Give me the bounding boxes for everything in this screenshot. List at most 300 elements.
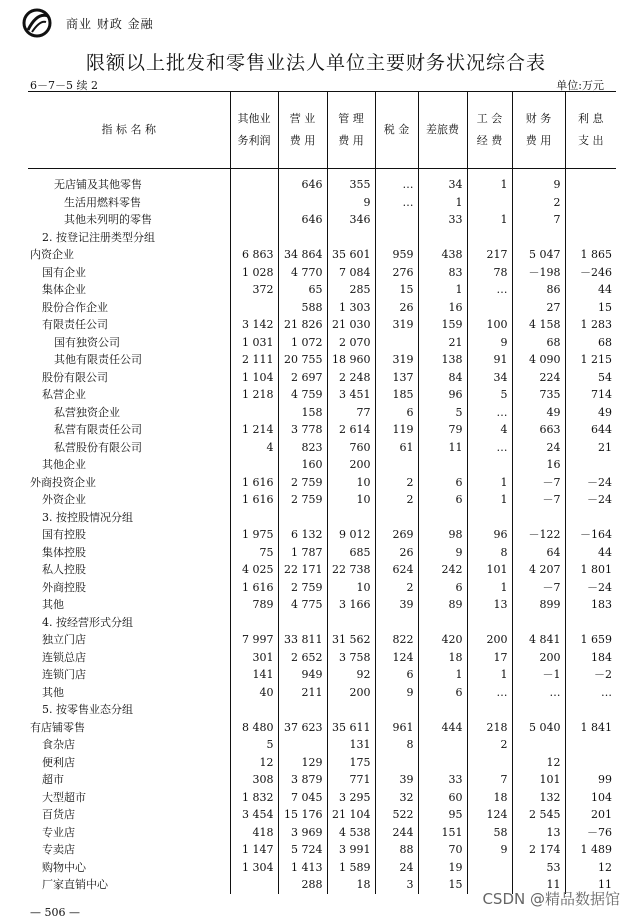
table-cell: 2 xyxy=(375,491,418,509)
column-header-line: 指 标 名 称 xyxy=(101,123,156,136)
table-cell: 6 863 xyxy=(230,246,278,264)
table-cell: 33 811 xyxy=(278,631,327,649)
table-cell: 96 xyxy=(418,386,467,404)
table-cell xyxy=(230,211,278,229)
table-cell: 319 xyxy=(375,351,418,369)
row-label: 超市 xyxy=(42,773,64,786)
table-row xyxy=(28,211,616,229)
row-label: 有店铺零售 xyxy=(30,720,85,734)
table-cell: 18 960 xyxy=(327,351,375,369)
table-cell xyxy=(230,299,278,317)
table-cell: 7 997 xyxy=(230,631,278,649)
table-cell: 646 xyxy=(278,169,327,194)
table-cell: 1 xyxy=(467,474,512,492)
table-cell: 70 xyxy=(418,841,467,859)
table-cell: … xyxy=(512,684,565,702)
table-cell xyxy=(418,509,467,527)
row-label: 连锁总店 xyxy=(42,650,86,664)
row-label: 其他企业 xyxy=(42,458,86,471)
table-cell xyxy=(565,456,616,474)
table-cell: … xyxy=(467,404,512,422)
table-cell: 2 759 xyxy=(278,474,327,492)
table-cell: 438 xyxy=(418,246,467,264)
table-cell: 86 xyxy=(512,281,565,299)
table-cell: 6 xyxy=(418,474,467,492)
table-row xyxy=(28,169,616,194)
table-cell: 10 xyxy=(327,491,375,509)
table-cell: 175 xyxy=(327,754,375,772)
table-cell xyxy=(467,614,512,632)
table-cell: 64 xyxy=(512,544,565,562)
table-cell: 1 303 xyxy=(327,299,375,317)
table-body xyxy=(28,169,616,894)
table-cell: 17 xyxy=(467,649,512,667)
table-cell: 184 xyxy=(565,649,616,667)
table-cell: 1 218 xyxy=(230,386,278,404)
table-cell: 1 xyxy=(418,194,467,212)
table-cell: －7 xyxy=(512,474,565,492)
financial-table xyxy=(28,91,616,894)
table-cell: 319 xyxy=(375,316,418,334)
column-header-line: 管 理 xyxy=(338,112,364,125)
table-cell: 4 158 xyxy=(512,316,565,334)
row-label: 私人控股 xyxy=(42,563,86,576)
table-cell: 1 147 xyxy=(230,841,278,859)
column-header xyxy=(327,92,375,169)
table-cell: 12 xyxy=(565,859,616,877)
table-cell: 4 538 xyxy=(327,824,375,842)
table-row xyxy=(28,281,616,299)
table-cell: 301 xyxy=(230,649,278,667)
table-row xyxy=(28,806,616,824)
table-row xyxy=(28,404,616,422)
table-cell: 1 589 xyxy=(327,859,375,877)
column-header xyxy=(230,92,278,169)
table-cell: 20 755 xyxy=(278,351,327,369)
table-cell: 4 090 xyxy=(512,351,565,369)
table-cell: 899 xyxy=(512,596,565,614)
table-cell: 15 176 xyxy=(278,806,327,824)
watermark: CSDN @精品数据馆 xyxy=(482,890,620,908)
table-row xyxy=(28,649,616,667)
table-cell xyxy=(512,229,565,247)
table-row xyxy=(28,194,616,212)
table-cell: 2 174 xyxy=(512,841,565,859)
table-cell: 5 724 xyxy=(278,841,327,859)
table-cell: 137 xyxy=(375,369,418,387)
table-cell: 95 xyxy=(418,806,467,824)
table-cell: 35 611 xyxy=(327,719,375,737)
column-header xyxy=(565,92,616,169)
table-cell: 3 879 xyxy=(278,771,327,789)
table-cell: 276 xyxy=(375,264,418,282)
table-cell: 33 xyxy=(418,211,467,229)
table-cell: 6 xyxy=(418,579,467,597)
table-cell: 2 759 xyxy=(278,491,327,509)
row-label: 无店铺及其他零售 xyxy=(54,178,142,191)
table-cell: 35 601 xyxy=(327,246,375,264)
table-cell: －76 xyxy=(565,824,616,842)
table-cell: 8 xyxy=(467,544,512,562)
publication-logo-icon xyxy=(22,8,52,38)
table-cell: 18 xyxy=(327,876,375,894)
table-cell: 2 652 xyxy=(278,649,327,667)
table-cell: 26 xyxy=(375,544,418,562)
table-cell: 124 xyxy=(467,806,512,824)
page-header xyxy=(0,0,632,44)
table-number: 6－7－5 续 2 xyxy=(30,79,98,92)
table-cell: 132 xyxy=(512,789,565,807)
table-cell xyxy=(418,229,467,247)
column-header-line: 财 务 xyxy=(525,112,552,125)
table-cell: 372 xyxy=(230,281,278,299)
table-cell: －198 xyxy=(512,264,565,282)
row-label: 外商投资企业 xyxy=(30,475,96,489)
table-cell: 2 xyxy=(375,579,418,597)
row-label: 私营企业 xyxy=(42,388,86,401)
table-cell: －122 xyxy=(512,526,565,544)
table-row xyxy=(28,474,616,492)
table-row xyxy=(28,561,616,579)
table-row xyxy=(28,771,616,789)
table-cell: 49 xyxy=(565,404,616,422)
table-cell xyxy=(278,194,327,212)
table-cell: 1 xyxy=(467,579,512,597)
table-cell: 2 545 xyxy=(512,806,565,824)
table-cell: 9 xyxy=(418,544,467,562)
table-cell: 2 070 xyxy=(327,334,375,352)
table-cell: 4 759 xyxy=(278,386,327,404)
row-label: 其他有限责任公司 xyxy=(54,353,142,366)
table-cell: 4 841 xyxy=(512,631,565,649)
unit-label: 单位:万元 xyxy=(556,79,604,92)
table-cell: 735 xyxy=(512,386,565,404)
table-row xyxy=(28,229,616,247)
row-label: 集体控股 xyxy=(42,545,86,559)
table-row xyxy=(28,736,616,754)
table-row xyxy=(28,701,616,719)
table-cell xyxy=(512,509,565,527)
row-label: 其他 xyxy=(42,598,64,611)
table-row xyxy=(28,666,616,684)
table-header-row xyxy=(28,92,616,169)
table-row xyxy=(28,369,616,387)
table-cell xyxy=(418,754,467,772)
table-cell: 68 xyxy=(512,334,565,352)
table-cell xyxy=(327,701,375,719)
table-cell: 211 xyxy=(278,684,327,702)
section-label: 商业 财政 金融 xyxy=(66,17,154,31)
table-cell xyxy=(278,614,327,632)
table-cell: 2 759 xyxy=(278,579,327,597)
table-cell: 1 104 xyxy=(230,369,278,387)
table-cell: 21 xyxy=(565,439,616,457)
table-cell xyxy=(418,456,467,474)
table-cell xyxy=(230,229,278,247)
table-cell: 99 xyxy=(565,771,616,789)
table-cell: 6 xyxy=(375,404,418,422)
column-header-line: 经 费 xyxy=(476,134,503,147)
table-row xyxy=(28,579,616,597)
table-cell: 5 xyxy=(467,386,512,404)
table-cell: 588 xyxy=(278,299,327,317)
table-cell: 420 xyxy=(418,631,467,649)
table-cell xyxy=(565,736,616,754)
table-cell: 77 xyxy=(327,404,375,422)
row-label: 3. 按控股情况分组 xyxy=(42,510,133,524)
table-cell: 39 xyxy=(375,596,418,614)
table-cell: 3 778 xyxy=(278,421,327,439)
table-cell: 959 xyxy=(375,246,418,264)
table-cell: 49 xyxy=(512,404,565,422)
table-cell xyxy=(467,229,512,247)
table-cell: 158 xyxy=(278,404,327,422)
table-cell: 714 xyxy=(565,386,616,404)
column-header-line: 利 息 xyxy=(578,112,604,125)
table-cell: … xyxy=(375,194,418,212)
table-cell: 19 xyxy=(418,859,467,877)
row-label: 大型超市 xyxy=(42,790,86,804)
table-cell: 8 480 xyxy=(230,719,278,737)
table-cell: 1 214 xyxy=(230,421,278,439)
table-row xyxy=(28,456,616,474)
table-cell xyxy=(467,194,512,212)
table-cell: 7 045 xyxy=(278,789,327,807)
table-cell: 2 xyxy=(467,736,512,754)
table-cell: 346 xyxy=(327,211,375,229)
table-cell: 1 659 xyxy=(565,631,616,649)
table-cell: 31 562 xyxy=(327,631,375,649)
table-cell xyxy=(565,194,616,212)
table-cell: 4 xyxy=(230,439,278,457)
table-cell: 37 623 xyxy=(278,719,327,737)
table-cell: 685 xyxy=(327,544,375,562)
column-header-line: 费 用 xyxy=(289,134,316,147)
column-header-line: 工 会 xyxy=(476,112,503,125)
table-cell: 11 xyxy=(565,876,616,894)
table-cell: 5 xyxy=(418,404,467,422)
table-cell: 4 775 xyxy=(278,596,327,614)
table-row xyxy=(28,719,616,737)
table-cell: 78 xyxy=(467,264,512,282)
table-cell: 9 xyxy=(512,169,565,194)
table-cell: 44 xyxy=(565,544,616,562)
table-cell: 15 xyxy=(565,299,616,317)
table-cell xyxy=(327,509,375,527)
table-cell: … xyxy=(565,684,616,702)
table-cell: 771 xyxy=(327,771,375,789)
table-cell: 200 xyxy=(327,684,375,702)
table-cell xyxy=(375,754,418,772)
table-cell: 16 xyxy=(512,456,565,474)
column-header-line: 务利润 xyxy=(237,134,271,147)
table-cell: 1 028 xyxy=(230,264,278,282)
table-cell xyxy=(418,736,467,754)
table-row xyxy=(28,841,616,859)
table-cell: 4 025 xyxy=(230,561,278,579)
table-cell: 1 304 xyxy=(230,859,278,877)
table-cell xyxy=(512,701,565,719)
table-cell: 22 738 xyxy=(327,561,375,579)
table-cell: 7 084 xyxy=(327,264,375,282)
table-cell xyxy=(230,614,278,632)
table-cell: 789 xyxy=(230,596,278,614)
table-cell: 6 xyxy=(375,666,418,684)
table-cell: 646 xyxy=(278,211,327,229)
table-cell: 1 787 xyxy=(278,544,327,562)
table-cell: 1 616 xyxy=(230,491,278,509)
table-cell: 2 xyxy=(375,474,418,492)
table-cell: 1 xyxy=(467,491,512,509)
table-cell: 3 991 xyxy=(327,841,375,859)
table-cell: －1 xyxy=(512,666,565,684)
table-cell xyxy=(418,701,467,719)
table-cell xyxy=(375,614,418,632)
table-cell: 138 xyxy=(418,351,467,369)
table-cell: 1 xyxy=(418,281,467,299)
table-row xyxy=(28,824,616,842)
table-cell: 760 xyxy=(327,439,375,457)
table-cell: 15 xyxy=(418,876,467,894)
table-cell xyxy=(375,229,418,247)
table-cell: 201 xyxy=(565,806,616,824)
table-row xyxy=(28,299,616,317)
table-cell: 34 xyxy=(467,369,512,387)
table-cell: 5 047 xyxy=(512,246,565,264)
table-cell: 3 xyxy=(375,876,418,894)
table-cell: 24 xyxy=(375,859,418,877)
table-cell: 8 xyxy=(375,736,418,754)
table-cell xyxy=(565,211,616,229)
table-cell: 131 xyxy=(327,736,375,754)
table-cell: 269 xyxy=(375,526,418,544)
table-cell: 444 xyxy=(418,719,467,737)
table-cell: 1 841 xyxy=(565,719,616,737)
row-label: 国有独资公司 xyxy=(54,335,120,349)
table-cell: … xyxy=(467,439,512,457)
column-header-line: 费 用 xyxy=(525,134,552,147)
table-cell: 3 451 xyxy=(327,386,375,404)
table-cell: 24 xyxy=(512,439,565,457)
table-row xyxy=(28,246,616,264)
table-cell: 9 xyxy=(327,194,375,212)
table-cell: 119 xyxy=(375,421,418,439)
row-label: 食杂店 xyxy=(42,738,75,751)
table-cell: 244 xyxy=(375,824,418,842)
table-cell xyxy=(512,736,565,754)
row-label: 便利店 xyxy=(42,755,75,769)
table-cell: 5 xyxy=(230,736,278,754)
table-cell: 644 xyxy=(565,421,616,439)
table-cell: 75 xyxy=(230,544,278,562)
table-cell xyxy=(565,509,616,527)
table-row xyxy=(28,386,616,404)
table-cell xyxy=(230,404,278,422)
table-cell: 7 xyxy=(512,211,565,229)
row-label: 厂家直销中心 xyxy=(42,878,108,891)
table-cell: 3 142 xyxy=(230,316,278,334)
table-cell: 200 xyxy=(467,631,512,649)
table-cell xyxy=(418,614,467,632)
table-cell: 88 xyxy=(375,841,418,859)
table-cell: 624 xyxy=(375,561,418,579)
table-cell: 84 xyxy=(418,369,467,387)
table-cell: 151 xyxy=(418,824,467,842)
table-row xyxy=(28,509,616,527)
row-label: 国有控股 xyxy=(42,528,86,541)
row-label: 股份合作企业 xyxy=(42,300,108,314)
table-cell: 12 xyxy=(512,754,565,772)
table-cell: 308 xyxy=(230,771,278,789)
table-cell: 2 697 xyxy=(278,369,327,387)
table-cell: 91 xyxy=(467,351,512,369)
table-cell: 11 xyxy=(418,439,467,457)
column-header xyxy=(418,92,467,169)
table-cell: 200 xyxy=(327,456,375,474)
table-cell xyxy=(467,754,512,772)
table-cell xyxy=(278,229,327,247)
table-cell xyxy=(230,169,278,194)
row-label: 有限责任公司 xyxy=(42,318,108,331)
table-cell: 3 454 xyxy=(230,806,278,824)
table-row xyxy=(28,631,616,649)
table-cell: －246 xyxy=(565,264,616,282)
row-label: 集体企业 xyxy=(42,283,86,296)
table-cell: 33 xyxy=(418,771,467,789)
table-cell xyxy=(375,211,418,229)
column-header xyxy=(467,92,512,169)
table-cell: 129 xyxy=(278,754,327,772)
table-cell: 242 xyxy=(418,561,467,579)
table-cell: 11 xyxy=(512,876,565,894)
table-cell xyxy=(565,701,616,719)
row-label: 2. 按登记注册类型分组 xyxy=(42,230,155,244)
table-cell: 21 xyxy=(418,334,467,352)
table-cell xyxy=(375,456,418,474)
table-cell xyxy=(467,701,512,719)
table-cell: 1 801 xyxy=(565,561,616,579)
table-cell: 65 xyxy=(278,281,327,299)
table-cell xyxy=(278,701,327,719)
column-header xyxy=(278,92,327,169)
row-label: 百货店 xyxy=(42,808,75,821)
table-cell: 10 xyxy=(327,579,375,597)
table-cell: 355 xyxy=(327,169,375,194)
table-cell: 10 xyxy=(327,474,375,492)
table-cell: 61 xyxy=(375,439,418,457)
table-cell: 663 xyxy=(512,421,565,439)
table-cell: 185 xyxy=(375,386,418,404)
table-cell: 4 770 xyxy=(278,264,327,282)
table-cell: 22 171 xyxy=(278,561,327,579)
table-cell: 101 xyxy=(512,771,565,789)
row-label: 国有企业 xyxy=(42,265,86,279)
table-cell: 217 xyxy=(467,246,512,264)
table-cell: 2 111 xyxy=(230,351,278,369)
table-cell: －2 xyxy=(565,666,616,684)
row-label: 购物中心 xyxy=(42,860,86,874)
table-cell: … xyxy=(467,281,512,299)
table-cell xyxy=(467,509,512,527)
row-label: 外商控股 xyxy=(42,580,86,594)
row-label: 其他 xyxy=(42,685,64,699)
table-row xyxy=(28,789,616,807)
table-cell: 101 xyxy=(467,561,512,579)
table-cell: 83 xyxy=(418,264,467,282)
table-row xyxy=(28,421,616,439)
table-cell xyxy=(565,754,616,772)
column-header xyxy=(375,92,418,169)
